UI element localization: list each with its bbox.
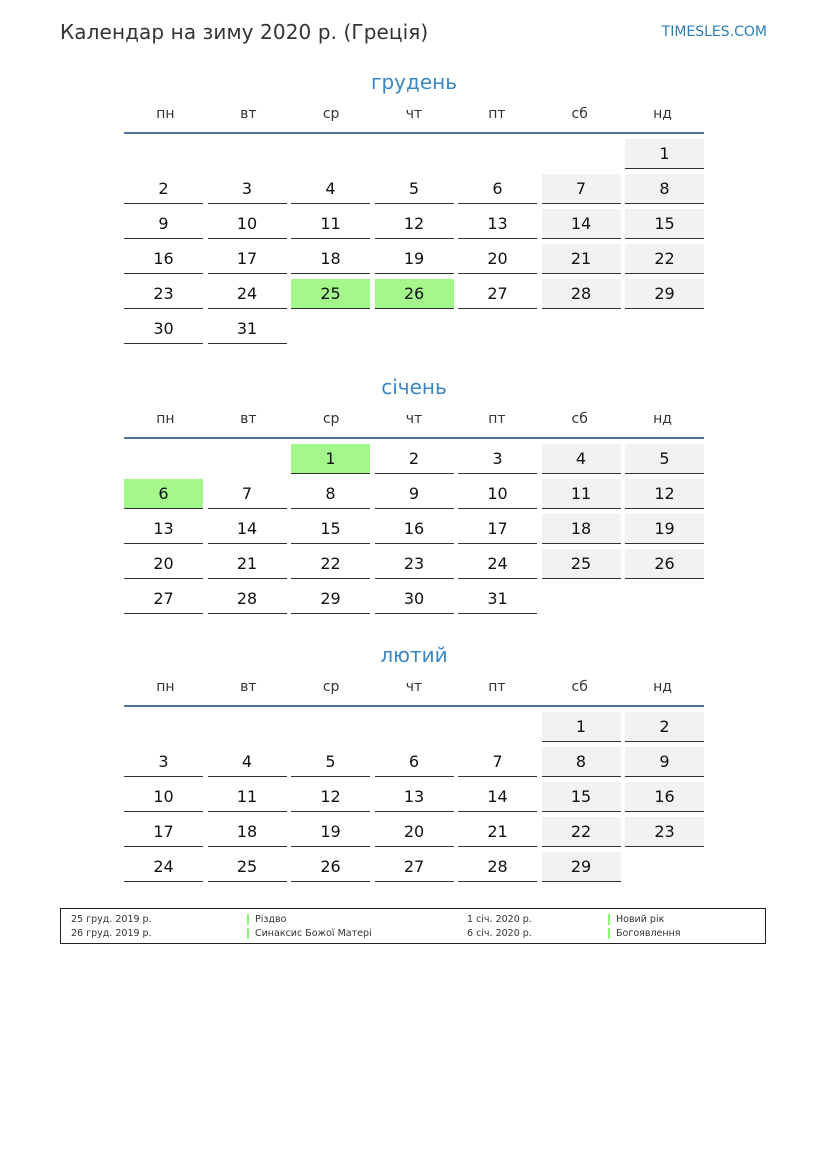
day-cell: 8 <box>291 479 370 509</box>
day-cell: 26 <box>625 549 704 579</box>
month-name: грудень <box>370 70 458 94</box>
day-cell: 15 <box>291 514 370 544</box>
holiday-day-cell: 26 <box>375 279 454 309</box>
weekday-label: вт <box>240 106 257 122</box>
day-cell: 3 <box>458 444 537 474</box>
legend-date: 6 січ. 2020 р. <box>467 928 532 939</box>
day-cell: 16 <box>124 244 203 274</box>
empty-cell <box>542 139 621 169</box>
holiday-legend <box>60 908 766 944</box>
days-grid <box>124 444 704 614</box>
weekday-label: нд <box>653 106 672 122</box>
weekday-label: сб <box>571 106 588 122</box>
weekday-label: сб <box>571 411 588 427</box>
day-cell: 11 <box>208 782 287 812</box>
holiday-day-cell: 6 <box>124 479 203 509</box>
empty-cell <box>458 139 537 169</box>
day-cell: 22 <box>625 244 704 274</box>
empty-cell <box>124 139 203 169</box>
weekday-label: чт <box>405 106 423 122</box>
day-cell: 24 <box>458 549 537 579</box>
weekday-label: чт <box>405 411 423 427</box>
day-cell: 5 <box>625 444 704 474</box>
day-cell: 9 <box>124 209 203 239</box>
day-cell: 13 <box>375 782 454 812</box>
holiday-day-cell: 1 <box>291 444 370 474</box>
day-cell: 25 <box>208 852 287 882</box>
day-cell: 15 <box>625 209 704 239</box>
weekday-label: нд <box>653 411 672 427</box>
legend-date: 1 січ. 2020 р. <box>467 914 532 925</box>
empty-cell <box>291 139 370 169</box>
day-cell: 20 <box>375 817 454 847</box>
day-cell: 26 <box>291 852 370 882</box>
day-cell: 11 <box>291 209 370 239</box>
day-cell: 27 <box>375 852 454 882</box>
day-cell: 3 <box>124 747 203 777</box>
day-cell: 10 <box>208 209 287 239</box>
empty-cell <box>124 712 203 742</box>
legend-holiday-name: Синаксис Божої Матері <box>255 928 372 939</box>
day-cell: 3 <box>208 174 287 204</box>
weekday-label: вт <box>240 679 257 695</box>
day-cell: 4 <box>208 747 287 777</box>
day-cell: 14 <box>542 209 621 239</box>
weekday-label: пт <box>488 106 506 122</box>
day-cell: 19 <box>291 817 370 847</box>
day-cell: 10 <box>124 782 203 812</box>
day-cell: 7 <box>458 747 537 777</box>
empty-cell <box>458 712 537 742</box>
day-cell: 4 <box>291 174 370 204</box>
day-cell: 20 <box>124 549 203 579</box>
day-cell: 18 <box>542 514 621 544</box>
day-cell: 2 <box>625 712 704 742</box>
weekday-label: сб <box>571 679 588 695</box>
day-cell: 22 <box>542 817 621 847</box>
days-grid <box>124 712 704 882</box>
day-cell: 31 <box>458 584 537 614</box>
day-cell: 21 <box>458 817 537 847</box>
day-cell: 30 <box>124 314 203 344</box>
day-cell: 13 <box>124 514 203 544</box>
day-cell: 16 <box>375 514 454 544</box>
day-cell: 19 <box>375 244 454 274</box>
weekday-label: вт <box>240 411 257 427</box>
day-cell: 28 <box>208 584 287 614</box>
day-cell: 7 <box>208 479 287 509</box>
day-cell: 17 <box>208 244 287 274</box>
day-cell: 29 <box>291 584 370 614</box>
day-cell: 18 <box>208 817 287 847</box>
day-cell: 6 <box>458 174 537 204</box>
empty-cell <box>208 712 287 742</box>
day-cell: 23 <box>625 817 704 847</box>
holiday-color-marker <box>247 928 249 939</box>
day-cell: 29 <box>625 279 704 309</box>
day-cell: 1 <box>542 712 621 742</box>
day-cell: 24 <box>208 279 287 309</box>
day-cell: 1 <box>625 139 704 169</box>
weekday-label: пн <box>156 106 175 122</box>
month-name: січень <box>381 375 447 399</box>
weekday-label: ср <box>322 106 340 122</box>
day-cell: 19 <box>625 514 704 544</box>
weekday-label: ср <box>322 679 340 695</box>
day-cell: 12 <box>375 209 454 239</box>
month-calendar-january <box>124 373 704 614</box>
weekday-header <box>124 669 704 707</box>
weekday-label: пн <box>156 411 175 427</box>
day-cell: 7 <box>542 174 621 204</box>
day-cell: 10 <box>458 479 537 509</box>
day-cell: 4 <box>542 444 621 474</box>
day-cell: 22 <box>291 549 370 579</box>
empty-cell <box>208 444 287 474</box>
site-link[interactable]: TIMESLES.COM <box>661 24 767 40</box>
day-cell: 14 <box>458 782 537 812</box>
day-cell: 27 <box>458 279 537 309</box>
days-grid <box>124 139 704 344</box>
legend-holiday-name: Богоявлення <box>616 928 681 939</box>
day-cell: 20 <box>458 244 537 274</box>
weekday-header <box>124 401 704 439</box>
weekday-label: пт <box>488 411 506 427</box>
holiday-color-marker <box>608 928 610 939</box>
day-cell: 9 <box>625 747 704 777</box>
day-cell: 27 <box>124 584 203 614</box>
day-cell: 2 <box>375 444 454 474</box>
day-cell: 28 <box>542 279 621 309</box>
day-cell: 5 <box>375 174 454 204</box>
day-cell: 18 <box>291 244 370 274</box>
legend-holiday-name: Різдво <box>255 914 287 925</box>
holiday-color-marker <box>247 914 249 925</box>
month-calendar-february <box>124 641 704 882</box>
day-cell: 5 <box>291 747 370 777</box>
holiday-color-marker <box>608 914 610 925</box>
empty-cell <box>291 712 370 742</box>
day-cell: 30 <box>375 584 454 614</box>
day-cell: 29 <box>542 852 621 882</box>
holiday-day-cell: 25 <box>291 279 370 309</box>
day-cell: 15 <box>542 782 621 812</box>
month-calendar-december <box>124 68 704 344</box>
day-cell: 28 <box>458 852 537 882</box>
legend-date: 26 груд. 2019 р. <box>71 928 152 939</box>
day-cell: 17 <box>124 817 203 847</box>
month-name: лютий <box>380 643 448 667</box>
day-cell: 14 <box>208 514 287 544</box>
day-cell: 16 <box>625 782 704 812</box>
day-cell: 8 <box>542 747 621 777</box>
weekday-header <box>124 96 704 134</box>
day-cell: 24 <box>124 852 203 882</box>
page-title: Календар на зиму 2020 р. (Греція) <box>60 20 429 44</box>
day-cell: 17 <box>458 514 537 544</box>
empty-cell <box>124 444 203 474</box>
weekday-label: пт <box>488 679 506 695</box>
day-cell: 23 <box>124 279 203 309</box>
weekday-label: нд <box>653 679 672 695</box>
day-cell: 6 <box>375 747 454 777</box>
empty-cell <box>375 139 454 169</box>
day-cell: 9 <box>375 479 454 509</box>
day-cell: 21 <box>208 549 287 579</box>
empty-cell <box>208 139 287 169</box>
day-cell: 12 <box>291 782 370 812</box>
day-cell: 11 <box>542 479 621 509</box>
day-cell: 25 <box>542 549 621 579</box>
day-cell: 13 <box>458 209 537 239</box>
weekday-label: ср <box>322 411 340 427</box>
day-cell: 21 <box>542 244 621 274</box>
day-cell: 23 <box>375 549 454 579</box>
day-cell: 31 <box>208 314 287 344</box>
day-cell: 12 <box>625 479 704 509</box>
empty-cell <box>375 712 454 742</box>
legend-holiday-name: Новий рік <box>616 914 665 925</box>
day-cell: 2 <box>124 174 203 204</box>
day-cell: 8 <box>625 174 704 204</box>
weekday-label: пн <box>156 679 175 695</box>
legend-date: 25 груд. 2019 р. <box>71 914 152 925</box>
weekday-label: чт <box>405 679 423 695</box>
